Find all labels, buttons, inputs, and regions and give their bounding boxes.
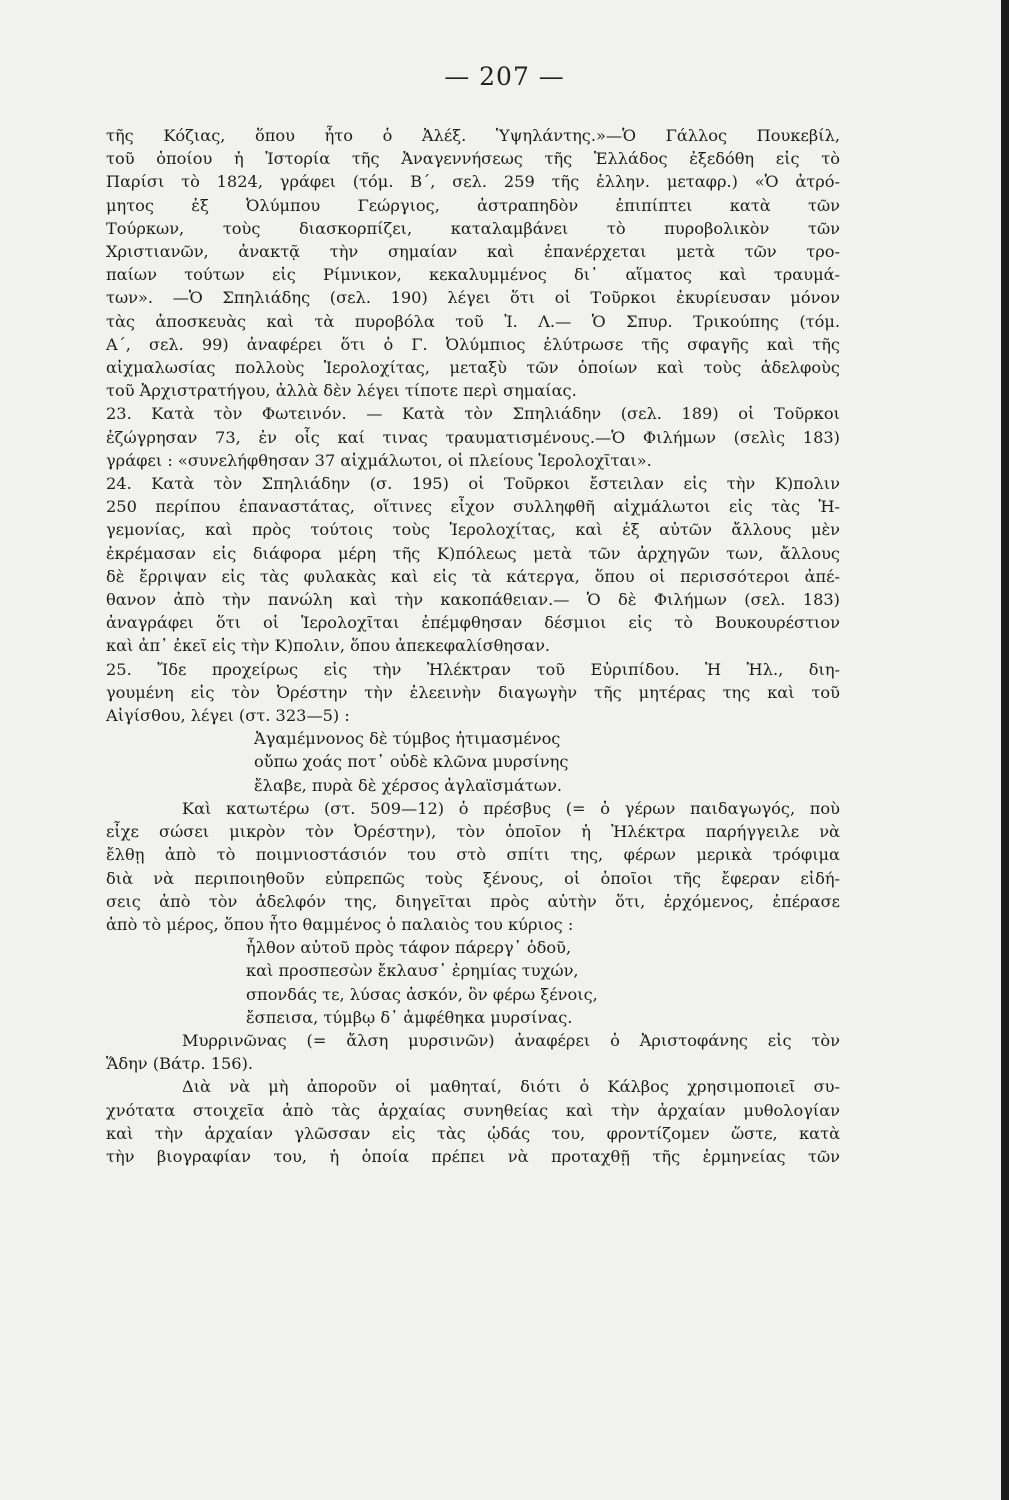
- text-line: τὰς ἀποσκευὰς καὶ τὰ πυροβόλα τοῦ Ἰ. Λ.— Ὁ Σπυρ. Τρικούπης (τόμ.: [106, 311, 840, 331]
- text-line: τοῦ ὁποίου ἡ Ἱστορία τῆς Ἀναγεννήσεως τῆς Ἑλλάδος ἐξεδόθη εἰς τὸ: [106, 149, 840, 169]
- text-line: ἀπὸ τὸ μέρος, ὅπου ἦτο θαμμένος ὁ παλαιὸς του κύριος :: [106, 914, 574, 934]
- text-line: Παρίσι τὸ 1824, γράφει (τόμ. Β΄, σελ. 259 τῆς ἑλλην. μεταφρ.) «Ὁ ἀτρό-: [106, 172, 840, 192]
- text-line: τὴν βιογραφίαν του, ἡ ὁποία πρέπει νὰ προταχθῇ τῆς ἑρμηνείας τῶν: [106, 1146, 840, 1166]
- text-line: χνότατα στοιχεῖα ἀπὸ τὰς ἀρχαίας συνηθείας καὶ τὴν ἀρχαίαν μυθολογίαν: [106, 1100, 840, 1120]
- text-line: Αἰγίσθου, λέγει (στ. 323—5) :: [106, 706, 350, 726]
- text-line: διὰ νὰ περιποιηθοῦν εὐπρεπῶς τοὺς ξένους, οἱ ὁποῖοι τῆς ἔφεραν εἰδή-: [106, 868, 840, 888]
- verse-line: Ἀγαμέμνονος δὲ τύμβος ἠτιμασμένος: [254, 729, 561, 749]
- text-line: εἶχε σώσει μικρὸν τὸν Ὀρέστην), τὸν ὁποῖον ἡ Ἠλέκτρα παρήγγειλε νὰ: [106, 822, 840, 842]
- text-line: καὶ ἀπ᾿ ἐκεῖ εἰς τὴν Κ)πολιν, ὅπου ἀπεκεφαλίσθησαν.: [106, 636, 551, 656]
- verse-line: καὶ προσπεσὼν ἔκλαυσ᾿ ἐρημίας τυχών,: [246, 961, 579, 981]
- text-line: τοῦ Ἀρχιστρατήγου, ἀλλὰ δὲν λέγει τίποτε περὶ σημαίας.: [106, 381, 577, 401]
- verse-line: ἦλθον αὐτοῦ πρὸς τάφον πάρεργ᾿ ὁδοῦ,: [246, 938, 572, 958]
- verse-line: ἔλαβε, πυρὰ δὲ χέρσος ἀγλαϊσμάτων.: [254, 775, 563, 795]
- text-line: ἐζώγρησαν 73, ἐν οἷς καί τινας τραυματισμένους.—Ὁ Φιλήμων (σελὶς 183): [106, 427, 840, 447]
- verse-line: ἔσπεισα, τύμβῳ δ᾿ ἀμφέθηκα μυρσίνας.: [246, 1007, 573, 1027]
- verse-line: οὔπω χοάς ποτ᾿ οὐδὲ κλῶνα μυρσίνης: [254, 752, 569, 772]
- text-line: των». —Ὁ Σπηλιάδης (σελ. 190) λέγει ὅτι οἱ Τοῦρκοι ἐκυρίευσαν μόνον: [106, 288, 840, 308]
- page-number: — 207 —: [444, 62, 565, 91]
- note-23-line: 23. Κατὰ τὸν Φωτεινόν. — Κατὰ τὸν Σπηλιάδην (σελ. 189) οἱ Τοῦρκοι: [106, 404, 840, 424]
- text-line: ἐκρέμασαν εἰς διάφορα μέρη τῆς Κ)πόλεως μετὰ τῶν ἀρχηγῶν των, ἄλλους: [106, 543, 840, 563]
- text-line: τῆς Κόζιας, ὅπου ἦτο ὁ Ἀλέξ. Ὑψηλάντης.»—Ὁ Γάλλος Πουκεβίλ,: [106, 126, 840, 145]
- note-25-line: 25. Ἴδε προχείρως εἰς τὴν Ἠλέκτραν τοῦ Εὐριπίδου. Ἡ Ἠλ., διη-: [106, 659, 840, 679]
- text-line: γράφει : «συνελήφθησαν 37 αἰχμάλωτοι, οἱ πλείους Ἱερολοχῖται».: [106, 450, 652, 470]
- text-line: Χριστιανῶν, ἀνακτᾷ τὴν σημαίαν καὶ ἐπανέρχεται μετὰ τῶν τρο-: [106, 242, 840, 262]
- text-line: μητος ἐξ Ὀλύμπου Γεώργιος, ἀστραπηδὸν ἐπιπίπτει κατὰ τῶν: [106, 195, 840, 215]
- text-line: Καὶ κατωτέρω (στ. 509—12) ὁ πρέσβυς (= ὁ γέρων παιδαγωγός, ποὺ: [182, 798, 840, 818]
- text-line: δὲ ἔρριψαν εἰς τὰς φυλακὰς καὶ εἰς τὰ κάτεργα, ὅπου οἱ περισσότεροι ἀπέ-: [106, 566, 840, 586]
- text-line: Ἅδην (Βάτρ. 156).: [106, 1054, 254, 1074]
- text-line: σεις ἀπὸ τὸν ἀδελφόν της, διηγεῖται πρὸς αὐτὴν ὅτι, ἐρχόμενος, ἐπέρασε: [106, 891, 840, 911]
- page-body: [106, 124, 840, 1168]
- text-line: ἔλθῃ ἀπὸ τὸ ποιμνιοστάσιόν του στὸ σπίτι της, φέρων μερικὰ τρόφιμα: [106, 845, 840, 865]
- text-line: θανον ἀπὸ τὴν πανώλη καὶ τὴν κακοπάθειαν.— Ὁ δὲ Φιλήμων (σελ. 183): [106, 590, 840, 610]
- scan-edge: [1001, 0, 1009, 1500]
- text-line: γουμένη εἰς τὸν Ὀρέστην τὴν ἐλεεινὴν διαγωγὴν τῆς μητέρας της καὶ τοῦ: [106, 682, 840, 702]
- verse-line: σπονδάς τε, λύσας ἀσκόν, ὃν φέρω ξένοις,: [246, 984, 598, 1004]
- text-line: γεμονίας, καὶ πρὸς τούτοις τοὺς Ἱερολοχίτας, καὶ ἐξ αὐτῶν ἄλλους μὲν: [106, 520, 840, 540]
- text-line: Α΄, σελ. 99) ἀναφέρει ὅτι ὁ Γ. Ὀλύμπιος ἐλύτρωσε τῆς σφαγῆς καὶ τῆς: [106, 334, 840, 354]
- text-line: ἀναγράφει ὅτι οἱ Ἱερολοχῖται ἐπέμφθησαν δέσμιοι εἰς τὸ Βουκουρέστιον: [106, 613, 840, 633]
- text-line: Διὰ νὰ μὴ ἀποροῦν οἱ μαθηταί, διότι ὁ Κάλβος χρησιμοποιεῖ συ-: [182, 1077, 840, 1097]
- text-line: καὶ τὴν ἀρχαίαν γλῶσσαν εἰς τὰς ᾠδάς του, φροντίζομεν ὥστε, κατὰ: [106, 1123, 840, 1143]
- text-line: παίων τούτων εἰς Ρίμνικον, κεκαλυμμένος δι᾿ αἵματος καὶ τραυμά-: [106, 265, 840, 285]
- text-line: Μυρρινῶνας (= ἄλση μυρσινῶν) ἀναφέρει ὁ Ἀριστοφάνης εἰς τὸν: [182, 1030, 840, 1050]
- note-24-line: 24. Κατὰ τὸν Σπηλιάδην (σ. 195) οἱ Τοῦρκοι ἔστειλαν εἰς τὴν Κ)πολιν: [106, 474, 840, 494]
- text-line: αἰχμαλωσίας πολλοὺς Ἱερολοχίτας, μεταξὺ τῶν ὁποίων καὶ τοὺς ἀδελφοὺς: [106, 358, 840, 378]
- text-line: 250 περίπου ἐπαναστάτας, οἵτινες εἶχον συλληφθῆ αἰχμάλωτοι εἰς τὰς Ἡ-: [106, 497, 840, 517]
- text-line: Τούρκων, τοὺς διασκορπίζει, καταλαμβάνει τὸ πυροβολικὸν τῶν: [106, 218, 840, 238]
